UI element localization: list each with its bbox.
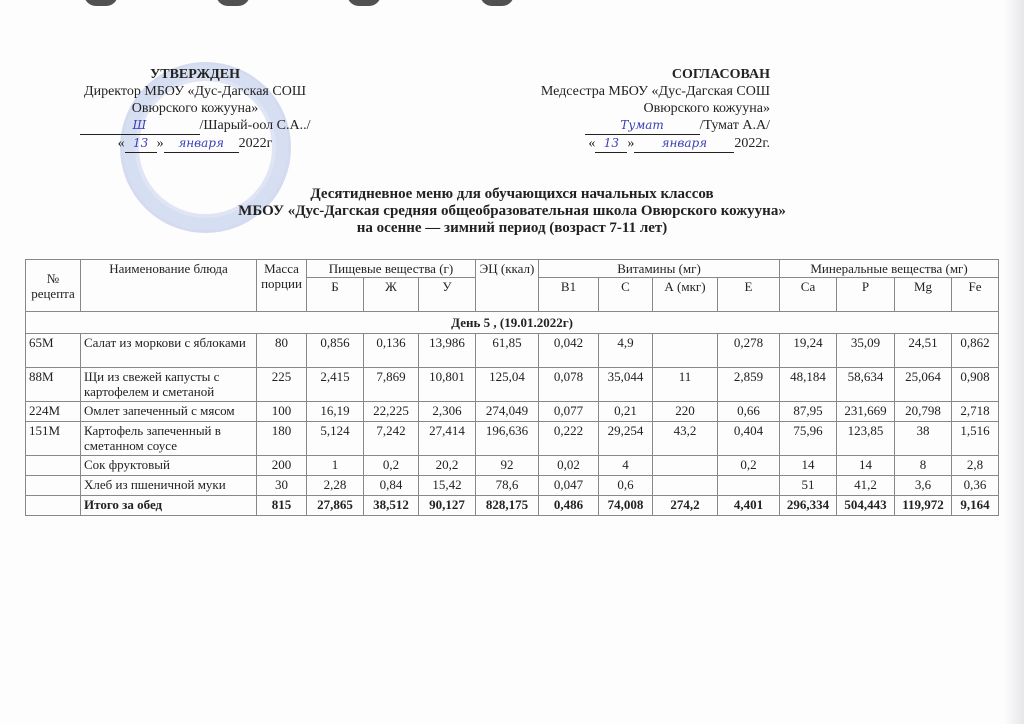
cell-recipe: 88М [26,368,81,402]
cell-b1: 0,02 [539,456,599,476]
header-b1: В1 [539,278,599,312]
total-e: 4,401 [718,496,780,516]
cell-e: 0,2 [718,456,780,476]
total-ca: 296,334 [780,496,837,516]
handwritten-signature: Тумат [620,118,664,132]
cell-b1: 0,222 [539,422,599,456]
cell-ca: 87,95 [780,402,837,422]
approval-heading: УТВЕРЖДЕН [149,67,241,82]
cell-p: 58,634 [837,368,895,402]
total-dish: Итого за обед [81,496,257,516]
date-quote-open: « [588,136,596,151]
cell-e: 0,278 [718,334,780,368]
header-fe: Fe [952,278,999,312]
total-b1: 0,486 [539,496,599,516]
cell-dish: Сок фруктовый [81,456,257,476]
cell-mass: 100 [257,402,307,422]
table-row [26,476,999,496]
cell-c: 0,21 [599,402,653,422]
cell-e: 2,859 [718,368,780,402]
table-row [26,368,999,402]
header-recipe: № рецепта [26,260,81,312]
total-fe: 9,164 [952,496,999,516]
cell-energy: 196,636 [476,422,539,456]
header-minerals: Минеральные вещества (мг) [780,260,999,278]
header-ca: Са [780,278,837,312]
cell-u: 27,414 [419,422,476,456]
cell-energy: 125,04 [476,368,539,402]
cell-p: 14 [837,456,895,476]
cell-b: 0,856 [307,334,364,368]
date-month: января [164,135,239,153]
cell-mass: 225 [257,368,307,402]
agreement-block [470,66,770,153]
cell-zh: 22,225 [364,402,419,422]
date-quote-close: » [627,136,635,151]
menu-table [25,259,999,516]
cell-recipe [26,476,81,496]
handwritten-signature: Ш [132,118,147,132]
cell-dish: Омлет запеченный с мясом [81,402,257,422]
cell-ca: 48,184 [780,368,837,402]
cell-zh: 0,136 [364,334,419,368]
punch-hole-mark [480,0,514,6]
date-quote-open: « [117,136,125,151]
agreement-position: Медсестра МБОУ «Дус-Дагская СОШ [540,84,770,99]
cell-u: 15,42 [419,476,476,496]
cell-c: 35,044 [599,368,653,402]
cell-mg: 25,064 [895,368,952,402]
cell-a: 220 [653,402,718,422]
cell-energy: 92 [476,456,539,476]
cell-a: 43,2 [653,422,718,456]
title-line-2: МБОУ «Дус-Дагская средняя общеобразовательная школа Овюрского кожууна» [238,203,786,219]
cell-u: 2,306 [419,402,476,422]
agreement-signature-line [470,117,770,135]
cell-mg: 8 [895,456,952,476]
header-e: Е [718,278,780,312]
cell-p: 231,669 [837,402,895,422]
cell-c: 29,254 [599,422,653,456]
header-p: Р [837,278,895,312]
cell-mass: 180 [257,422,307,456]
cell-mg: 24,51 [895,334,952,368]
header-u: У [419,278,476,312]
signature-field [80,117,200,135]
cell-u: 10,801 [419,368,476,402]
total-mg: 119,972 [895,496,952,516]
cell-mg: 3,6 [895,476,952,496]
cell-fe: 2,718 [952,402,999,422]
total-b: 27,865 [307,496,364,516]
header-dish: Наименование блюда [81,260,257,312]
punch-hole-mark [84,0,118,6]
cell-u: 20,2 [419,456,476,476]
cell-p: 41,2 [837,476,895,496]
agreement-organization: Овюрского кожууна» [643,101,770,116]
punch-hole-mark [347,0,381,6]
approval-date [70,135,320,153]
total-energy: 828,175 [476,496,539,516]
cell-b: 2,28 [307,476,364,496]
day-label: День 5 , (19.01.2022г) [26,312,999,334]
cell-a [653,456,718,476]
approval-position: Директор МБОУ «Дус-Дагская СОШ [84,84,306,99]
cell-p: 123,85 [837,422,895,456]
cell-zh: 0,84 [364,476,419,496]
date-year: 2022г. [734,136,770,151]
cell-e: 0,66 [718,402,780,422]
cell-dish: Хлеб из пшеничной муки [81,476,257,496]
header-energy: ЭЦ (ккал) [476,260,539,312]
cell-fe: 2,8 [952,456,999,476]
document-title [0,186,1024,237]
cell-energy: 274,049 [476,402,539,422]
total-c: 74,008 [599,496,653,516]
cell-c: 4 [599,456,653,476]
cell-b: 16,19 [307,402,364,422]
total-row [26,496,999,516]
cell-energy: 61,85 [476,334,539,368]
table-row [26,402,999,422]
cell-mass: 30 [257,476,307,496]
header-mg: Mg [895,278,952,312]
cell-p: 35,09 [837,334,895,368]
total-p: 504,443 [837,496,895,516]
agreement-date [470,135,770,153]
cell-a: 11 [653,368,718,402]
cell-b1: 0,047 [539,476,599,496]
header-b: Б [307,278,364,312]
cell-mg: 38 [895,422,952,456]
cell-recipe: 65М [26,334,81,368]
cell-fe: 1,516 [952,422,999,456]
agreement-heading: СОГЛАСОВАН [671,67,770,82]
cell-c: 4,9 [599,334,653,368]
title-line-3: на осенне — зимний период (возраст 7-11 лет) [356,220,668,236]
cell-ca: 14 [780,456,837,476]
cell-fe: 0,908 [952,368,999,402]
page-edge-shadow [1004,0,1024,724]
approval-organization: Овюрского кожууна» [131,101,259,116]
agreer-name: /Тумат А.А/ [699,118,770,133]
cell-b1: 0,077 [539,402,599,422]
cell-ca: 75,96 [780,422,837,456]
cell-e: 0,404 [718,422,780,456]
header-nutrients: Пищевые вещества (г) [307,260,476,278]
cell-ca: 19,24 [780,334,837,368]
cell-mass: 80 [257,334,307,368]
table-row [26,334,999,368]
cell-b: 2,415 [307,368,364,402]
cell-a [653,334,718,368]
cell-energy: 78,6 [476,476,539,496]
cell-e [718,476,780,496]
header-c: С [599,278,653,312]
cell-dish: Картофель запеченный в сметанном соусе [81,422,257,456]
signature-field [585,117,700,135]
cell-ca: 51 [780,476,837,496]
header-a: А (мкг) [653,278,718,312]
cell-b: 5,124 [307,422,364,456]
cell-zh: 0,2 [364,456,419,476]
punch-hole-mark [216,0,250,6]
approval-block [70,66,320,153]
cell-dish: Щи из свежей капусты с картофелем и сметаной [81,368,257,402]
date-month: января [634,135,734,153]
header-zh: Ж [364,278,419,312]
date-quote-close: » [156,136,164,151]
cell-fe: 0,36 [952,476,999,496]
date-day: 13 [125,135,157,153]
cell-zh: 7,242 [364,422,419,456]
cell-b: 1 [307,456,364,476]
cell-recipe [26,456,81,476]
approver-name: /Шарый-оол С.А../ [199,118,311,133]
total-a: 274,2 [653,496,718,516]
cell-c: 0,6 [599,476,653,496]
cell-a [653,476,718,496]
header-vitamins: Витамины (мг) [539,260,780,278]
table-row [26,456,999,476]
table-row [26,422,999,456]
cell-mg: 20,798 [895,402,952,422]
cell-fe: 0,862 [952,334,999,368]
date-year: 2022г [238,136,273,151]
cell-b1: 0,078 [539,368,599,402]
cell-dish: Салат из моркови с яблоками [81,334,257,368]
cell-recipe: 151М [26,422,81,456]
cell-recipe: 224М [26,402,81,422]
total-u: 90,127 [419,496,476,516]
cell-b1: 0,042 [539,334,599,368]
total-recipe [26,496,81,516]
date-day: 13 [595,135,627,153]
total-mass: 815 [257,496,307,516]
cell-mass: 200 [257,456,307,476]
cell-zh: 7,869 [364,368,419,402]
header-mass: Масса порции [257,260,307,312]
title-line-1: Десятидневное меню для обучающихся начальных классов [310,186,714,202]
approval-signature-line [70,117,320,135]
total-zh: 38,512 [364,496,419,516]
cell-u: 13,986 [419,334,476,368]
